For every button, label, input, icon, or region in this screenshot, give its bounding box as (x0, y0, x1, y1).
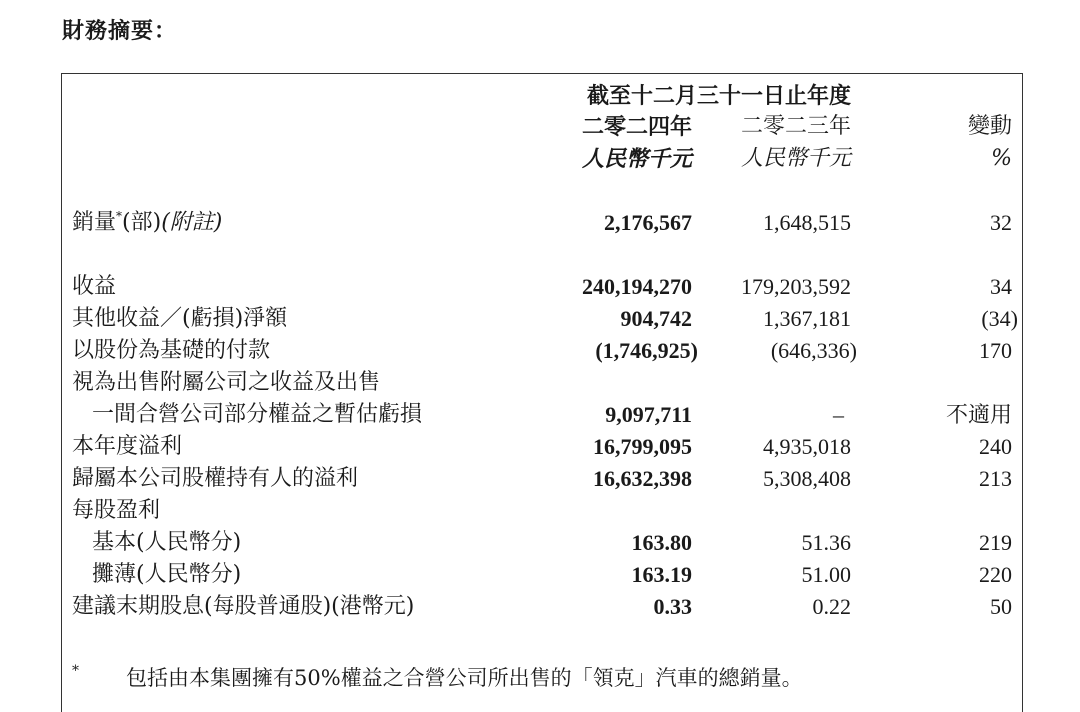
value-2023: 51.00 (801, 562, 851, 587)
value-2023: – (833, 402, 844, 427)
value-2024: 16,632,398 (593, 466, 692, 491)
row-label-eps-diluted: 攤薄(人民幣分) (92, 562, 242, 587)
value-change: 213 (979, 466, 1012, 491)
unit-2024-header: 人民幣千元 (581, 146, 692, 172)
value-2024: (1,746,925) (595, 338, 698, 363)
value-2024: 16,799,095 (593, 434, 692, 459)
value-change: (34) (981, 306, 1018, 331)
row-label-deemed-disposal-line2: 一間合營公司部分權益之暫估虧損 (92, 402, 423, 427)
row-label-eps: 每股盈利 (72, 498, 161, 523)
unit-change-header: % (991, 146, 1012, 171)
year-2023-header: 二零二三年 (740, 114, 851, 139)
value-2023: 51.36 (801, 530, 851, 555)
change-header: 變動 (967, 114, 1012, 139)
value-2023: 1,648,515 (763, 210, 851, 235)
value-2023: 179,203,592 (741, 274, 851, 299)
unit-2023-header: 人民幣千元 (740, 146, 851, 171)
value-change: 219 (979, 530, 1012, 555)
row-label-revenue: 收益 (72, 274, 117, 299)
value-2024: 9,097,711 (605, 402, 692, 427)
value-change: 不適用 (945, 402, 1012, 427)
value-2023: 0.22 (812, 594, 851, 619)
footnote-text: 包括由本集團擁有50%權益之合營公司所出售的「領克」汽車的總銷量。 (126, 666, 803, 690)
value-2024: 240,194,270 (582, 274, 692, 299)
value-2024: 163.19 (631, 562, 692, 587)
row-label-profit-attributable: 歸屬本公司股權持有人的溢利 (72, 466, 359, 491)
value-change: 240 (979, 434, 1012, 459)
row-label-proposed-dividend: 建議末期股息(每股普通股)(港幣元) (72, 594, 415, 619)
footnote-mark: * (72, 663, 79, 679)
year-2024-header: 二零二四年 (581, 114, 692, 140)
value-2024: 2,176,567 (604, 210, 692, 235)
value-2024: 0.33 (653, 594, 692, 619)
value-2023: (646,336) (770, 338, 857, 363)
value-change: 50 (990, 594, 1012, 619)
value-2023: 1,367,181 (763, 306, 851, 331)
value-change: 170 (979, 338, 1012, 363)
value-2024: 163.80 (631, 530, 692, 555)
value-2024: 904,742 (620, 306, 692, 331)
footnote-ref: * (116, 209, 123, 223)
value-2023: 5,308,408 (763, 466, 851, 491)
row-label-profit-for-year: 本年度溢利 (72, 434, 183, 459)
row-label-deemed-disposal-line1: 視為出售附屬公司之收益及出售 (72, 370, 381, 395)
period-header: 截至十二月三十一日止年度 (586, 83, 851, 109)
row-label-eps-basic: 基本(人民幣分) (92, 530, 242, 555)
row-label-other-gains: 其他收益／(虧損)淨額 (72, 306, 288, 331)
value-change: 32 (990, 210, 1012, 235)
row-label-sales-volume: 銷量*(部)(附註) (72, 209, 223, 235)
section-title: 財務摘要： (62, 19, 178, 44)
value-change: 34 (990, 274, 1012, 299)
row-label-share-based-payment: 以股份為基礎的付款 (72, 338, 271, 363)
value-change: 220 (979, 562, 1012, 587)
value-2023: 4,935,018 (763, 434, 851, 459)
